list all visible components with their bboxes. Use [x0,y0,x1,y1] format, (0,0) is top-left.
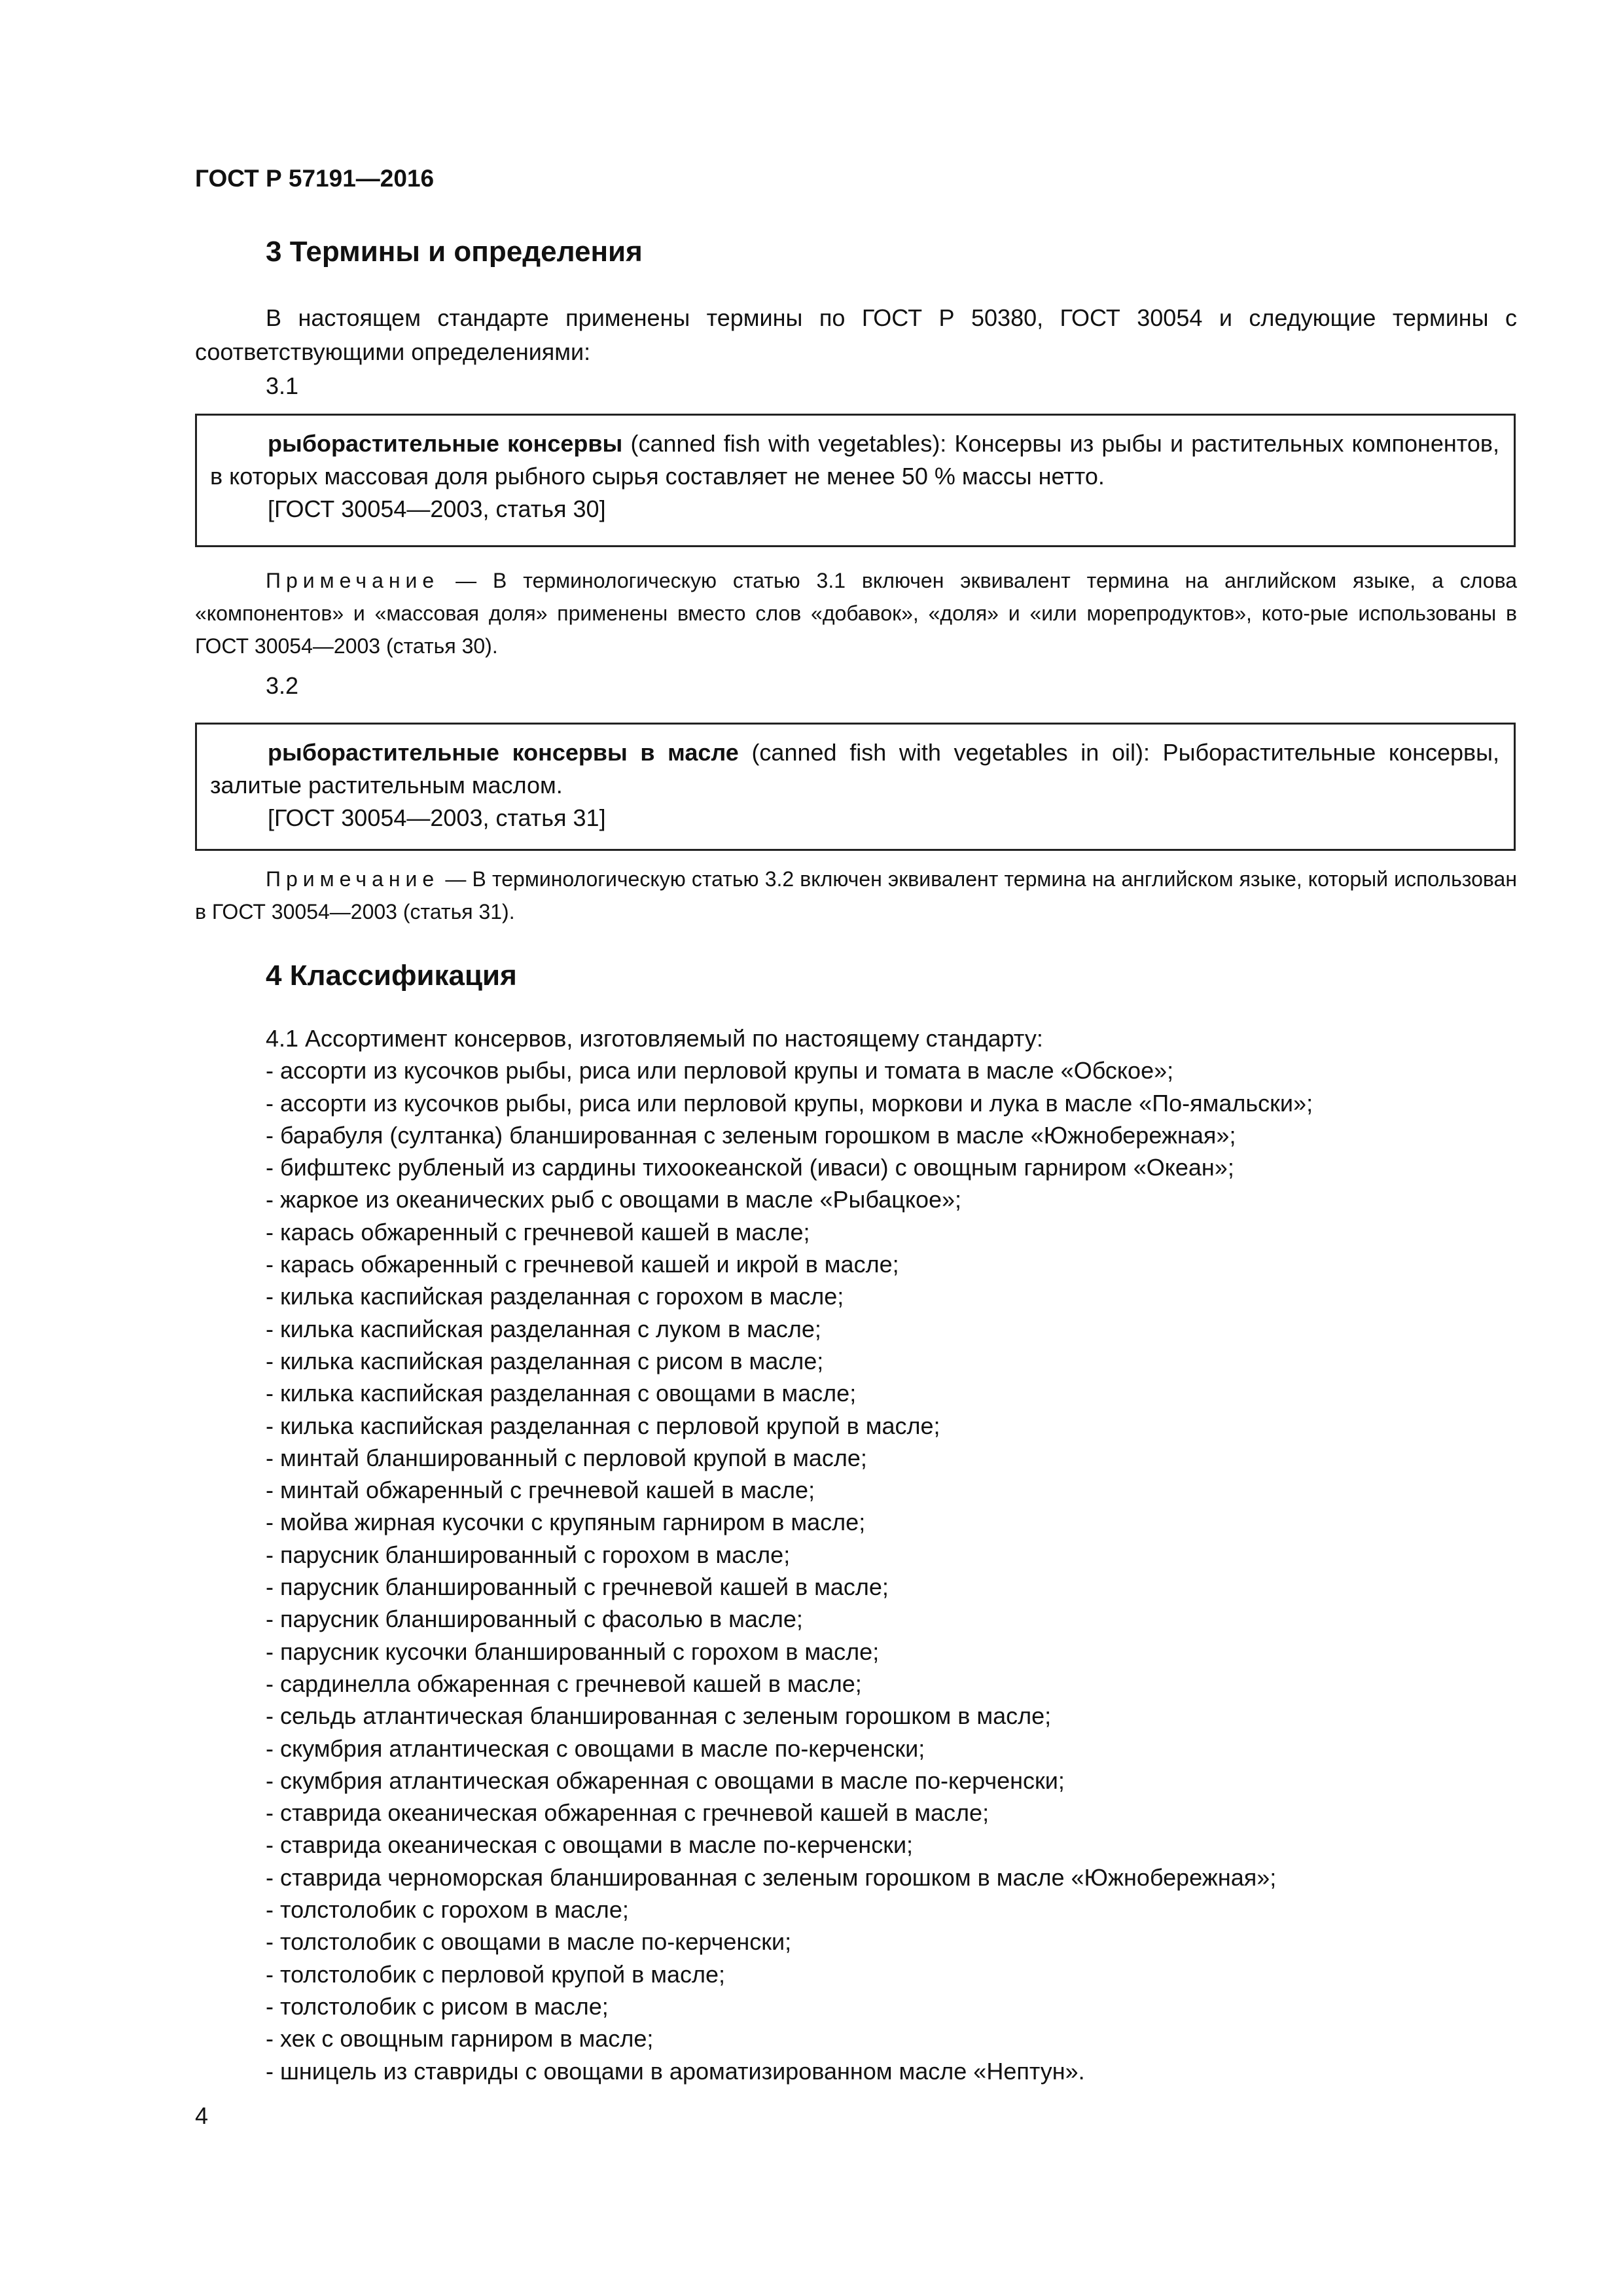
list-item: - парусник кусочки бланшированный с горохом в масле; [266,1638,880,1665]
list-item: - карась обжаренный с гречневой кашей и икрой в масле; [266,1251,899,1278]
note-text: — В терминологическую статью 3.2 включен эквивалент термина на английском языке, который использован в ГОСТ 30054—2003 (статья 31). [195,867,1517,924]
list-item: - парусник бланшированный с гречневой кашей в масле; [266,1573,889,1601]
list-item: - килька каспийская разделанная с луком в масле; [266,1315,821,1342]
term-3-1-number: 3.1 [266,372,299,399]
list-item: - килька каспийская разделанная с перловой крупой в масле; [266,1412,940,1439]
term-3-1-definition [210,427,1499,493]
term-3-2-text: (canned fish with vegetables in oil): Рыборастительные консервы, залитые растительным маслом. [210,739,1499,798]
term-3-2-term: рыборастительные консервы в масле [268,739,739,766]
term-3-1-text: (canned fish with vegetables): Консервы из рыбы и растительных компонентов, в которых массовая доля рыбного сырья составляет не менее 50 % массы нетто. [210,430,1499,490]
list-item: - сельдь атлантическая бланшированная с зеленым горошком в масле; [266,1702,1052,1730]
note-label: Примечание [266,569,440,592]
list-item: - мойва жирная кусочки с крупяным гарниром в масле; [266,1509,866,1536]
list-item: - шницель из ставриды с овощами в ароматизированном масле «Нептун». [266,2057,1085,2085]
list-item: - килька каспийская разделанная с овощами в масле; [266,1380,857,1407]
list-item: - килька каспийская разделанная с рисом в масле; [266,1347,824,1374]
term-3-2-note [195,863,1517,928]
list-item: - скумбрия атлантическая обжаренная с овощами в масле по-керченски; [266,1767,1065,1794]
assortment-list [266,1022,1313,2087]
list-item: - парусник бланшированный с горохом в масле; [266,1541,791,1568]
list-item: - минтай бланшированный с перловой крупой в масле; [266,1444,867,1471]
term-3-1-source: [ГОСТ 30054—2003, статья 30] [268,495,606,522]
list-item: - сардинелла обжаренная с гречневой кашей в масле; [266,1670,862,1697]
term-3-1-box [195,414,1516,547]
note-label: Примечание [266,867,440,891]
note-text: — В терминологическую статью 3.1 включен эквивалент термина на английском языке, а слова «компонентов» и «массовая доля» применены вместо слов «добавок», «доля» и «или морепродуктов», кото-рые использованы в ГОСТ 30054—2003 (статья 30). [195,569,1517,658]
list-item: - ставрида океаническая обжаренная с гречневой кашей в масле; [266,1799,990,1827]
section-4-heading: 4 Классификация [266,960,517,992]
list-item: - ставрида черноморская бланшированная с зеленым горошком в масле «Южнобережная»; [266,1863,1277,1891]
list-item: - ассорти из кусочков рыбы, риса или перловой крупы и томата в масле «Обское»; [266,1057,1174,1085]
page-number: 4 [195,2102,209,2129]
document-header: ГОСТ Р 57191—2016 [195,165,435,192]
list-item: - ассорти из кусочков рыбы, риса или перловой крупы, моркови и лука в масле «По-ямальски»; [266,1089,1313,1117]
list-lead: 4.1 Ассортимент консервов, изготовляемый по настоящему стандарту: [266,1025,1043,1052]
term-3-1-term: рыборастительные консервы [268,430,623,457]
list-item: - толстолобик с рисом в масле; [266,1992,609,2020]
list-item: - карась обжаренный с гречневой кашей в масле; [266,1218,810,1246]
term-3-2-source: [ГОСТ 30054—2003, статья 31] [268,804,606,831]
list-item: - минтай обжаренный с гречневой кашей в масле; [266,1477,815,1504]
list-item: - барабуля (султанка) бланшированная с зеленым горошком в масле «Южнобережная»; [266,1121,1236,1149]
section-3-intro: В настоящем стандарте применены термины по ГОСТ Р 50380, ГОСТ 30054 и следующие термины с соответствующими определениями: [195,304,1517,365]
term-3-2-number: 3.2 [266,672,299,699]
list-item: - ставрида океаническая с овощами в масле по-керченски; [266,1831,914,1859]
term-3-2-box [195,723,1516,851]
list-item: - килька каспийская разделанная с горохом в масле; [266,1283,844,1310]
term-3-2-definition [210,736,1499,802]
list-item: - бифштекс рубленый из сардины тихоокеанской (иваси) с овощным гарниром «Океан»; [266,1154,1234,1181]
list-item: - толстолобик с овощами в масле по-керченски; [266,1928,792,1956]
list-item: - жаркое из океанических рыб с овощами в масле «Рыбацкое»; [266,1186,962,1213]
list-item: - хек с овощным гарниром в масле; [266,2025,654,2053]
term-3-1-note [195,564,1517,662]
list-item: - скумбрия атлантическая с овощами в масле по-керченски; [266,1734,925,1762]
list-item: - толстолобик с перловой крупой в масле; [266,1960,726,1988]
list-item: - парусник бланшированный с фасолью в масле; [266,1605,803,1633]
section-3-heading: 3 Термины и определения [266,236,643,268]
list-item: - толстолобик с горохом в масле; [266,1896,629,1924]
